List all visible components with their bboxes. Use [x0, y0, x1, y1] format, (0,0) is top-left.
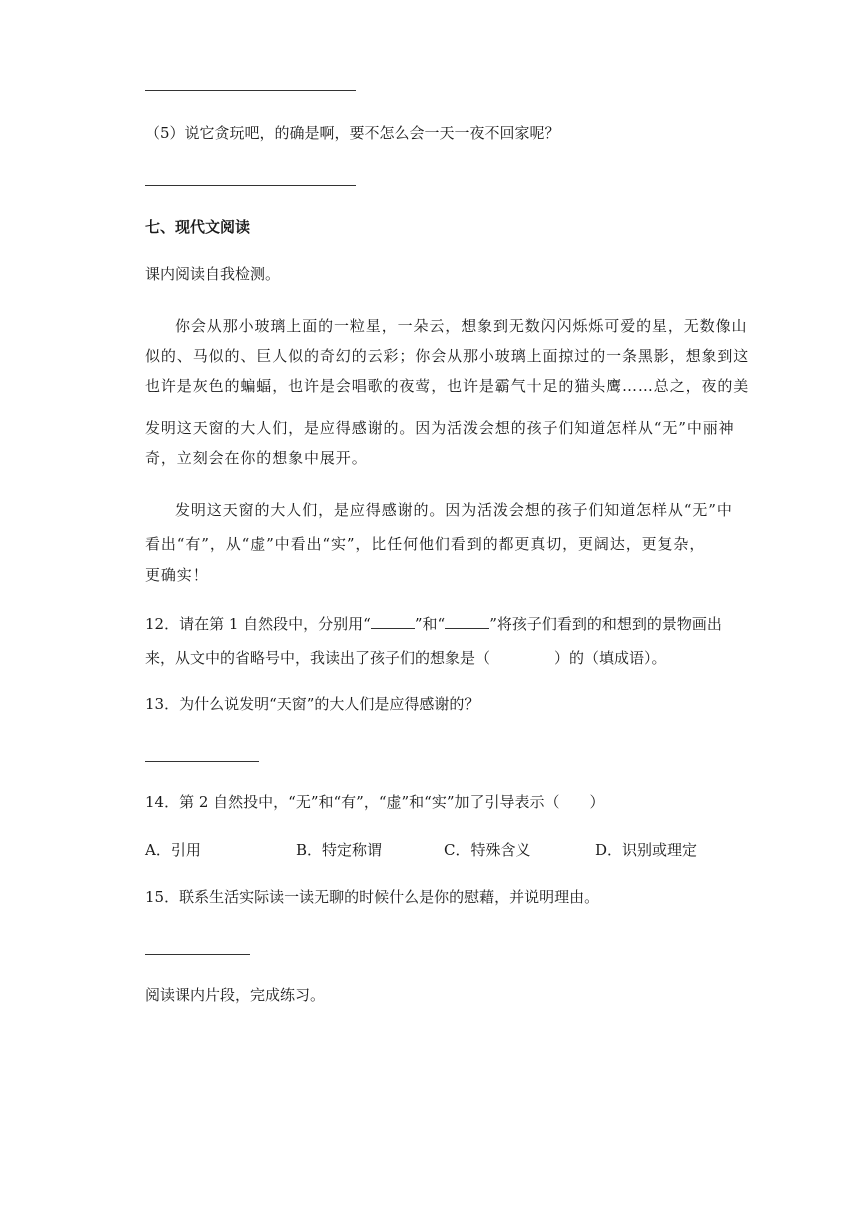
option-b[interactable]: B．特定称谓 [296, 841, 383, 859]
passage-line: 也许是灰色的蝙蝠，也许是会唱歌的夜莺，也许是霸气十足的猫头鹰……总之，夜的美 [145, 377, 750, 395]
passage-line: 更确实！ [145, 566, 209, 584]
passage-line: 发明这天窗的大人们，是应得感谢的。因为活泼会想的孩子们知道怎样从“无”中 [175, 501, 733, 519]
question-14: 14．第 2 自然投中，“无”和“有”，“虚”和“实”加了引导表示（ ） [145, 793, 605, 811]
option-c[interactable]: C．特殊含义 [444, 841, 531, 859]
q12-text-b: ”和“ [414, 615, 446, 633]
option-a[interactable]: A．引用 [145, 841, 201, 859]
question-13: 13．为什么说发明“天窗”的大人们是应得感谢的？ [145, 695, 480, 713]
passage-line: 发明这天窗的大人们，是应得感谢的。因为活泼会想的孩子们知道怎样从“无”中丽神 [145, 419, 735, 437]
section-intro: 课内阅读自我检测。 [145, 265, 281, 283]
q12-text-e: ）的（填成语）。 [554, 649, 667, 667]
q12-text-c: ”将孩子们看到的和想到的景物画出 [489, 615, 722, 633]
answer-line [145, 954, 250, 955]
answer-line [145, 761, 259, 762]
next-section-intro: 阅读课内片段，完成练习。 [145, 986, 326, 1004]
passage-line: 看出“有”，从“虚”中看出“实”，比任何他们看到的都更真切，更阔达，更复杂， [145, 535, 706, 553]
question-15: 15．联系生活实际读一读无聊的时候什么是你的慰藉，并说明理由。 [145, 888, 600, 906]
answer-blank[interactable] [371, 614, 415, 629]
question-12-line-2 [145, 648, 667, 668]
question-12-line-1 [145, 614, 722, 634]
passage-line: 你会从那小玻璃上面的一粒星，一朵云，想象到无数闪闪烁烁可爱的星，无数像山 [175, 317, 748, 335]
q12-text-d: 来，从文中的省略号中，我读出了孩子们的想象是（ [145, 649, 491, 667]
q12-text-a: 12．请在第 1 自然段中，分别用“ [145, 615, 371, 633]
answer-line [145, 90, 356, 91]
section-title: 七、现代文阅读 [145, 218, 251, 236]
passage-line: 似的、马似的、巨人似的奇幻的云彩；你会从那小玻璃上面掠过的一条黑影，想象到这 [145, 347, 750, 365]
q11-item5: （5）说它贪玩吧，的确是啊，要不怎么会一天一夜不回家呢？ [145, 124, 560, 142]
answer-blank[interactable] [445, 614, 489, 629]
option-d[interactable]: D．识别或理定 [595, 841, 698, 859]
answer-line [145, 185, 356, 186]
passage-line: 奇，立刻会在你的想象中展开。 [145, 449, 368, 467]
